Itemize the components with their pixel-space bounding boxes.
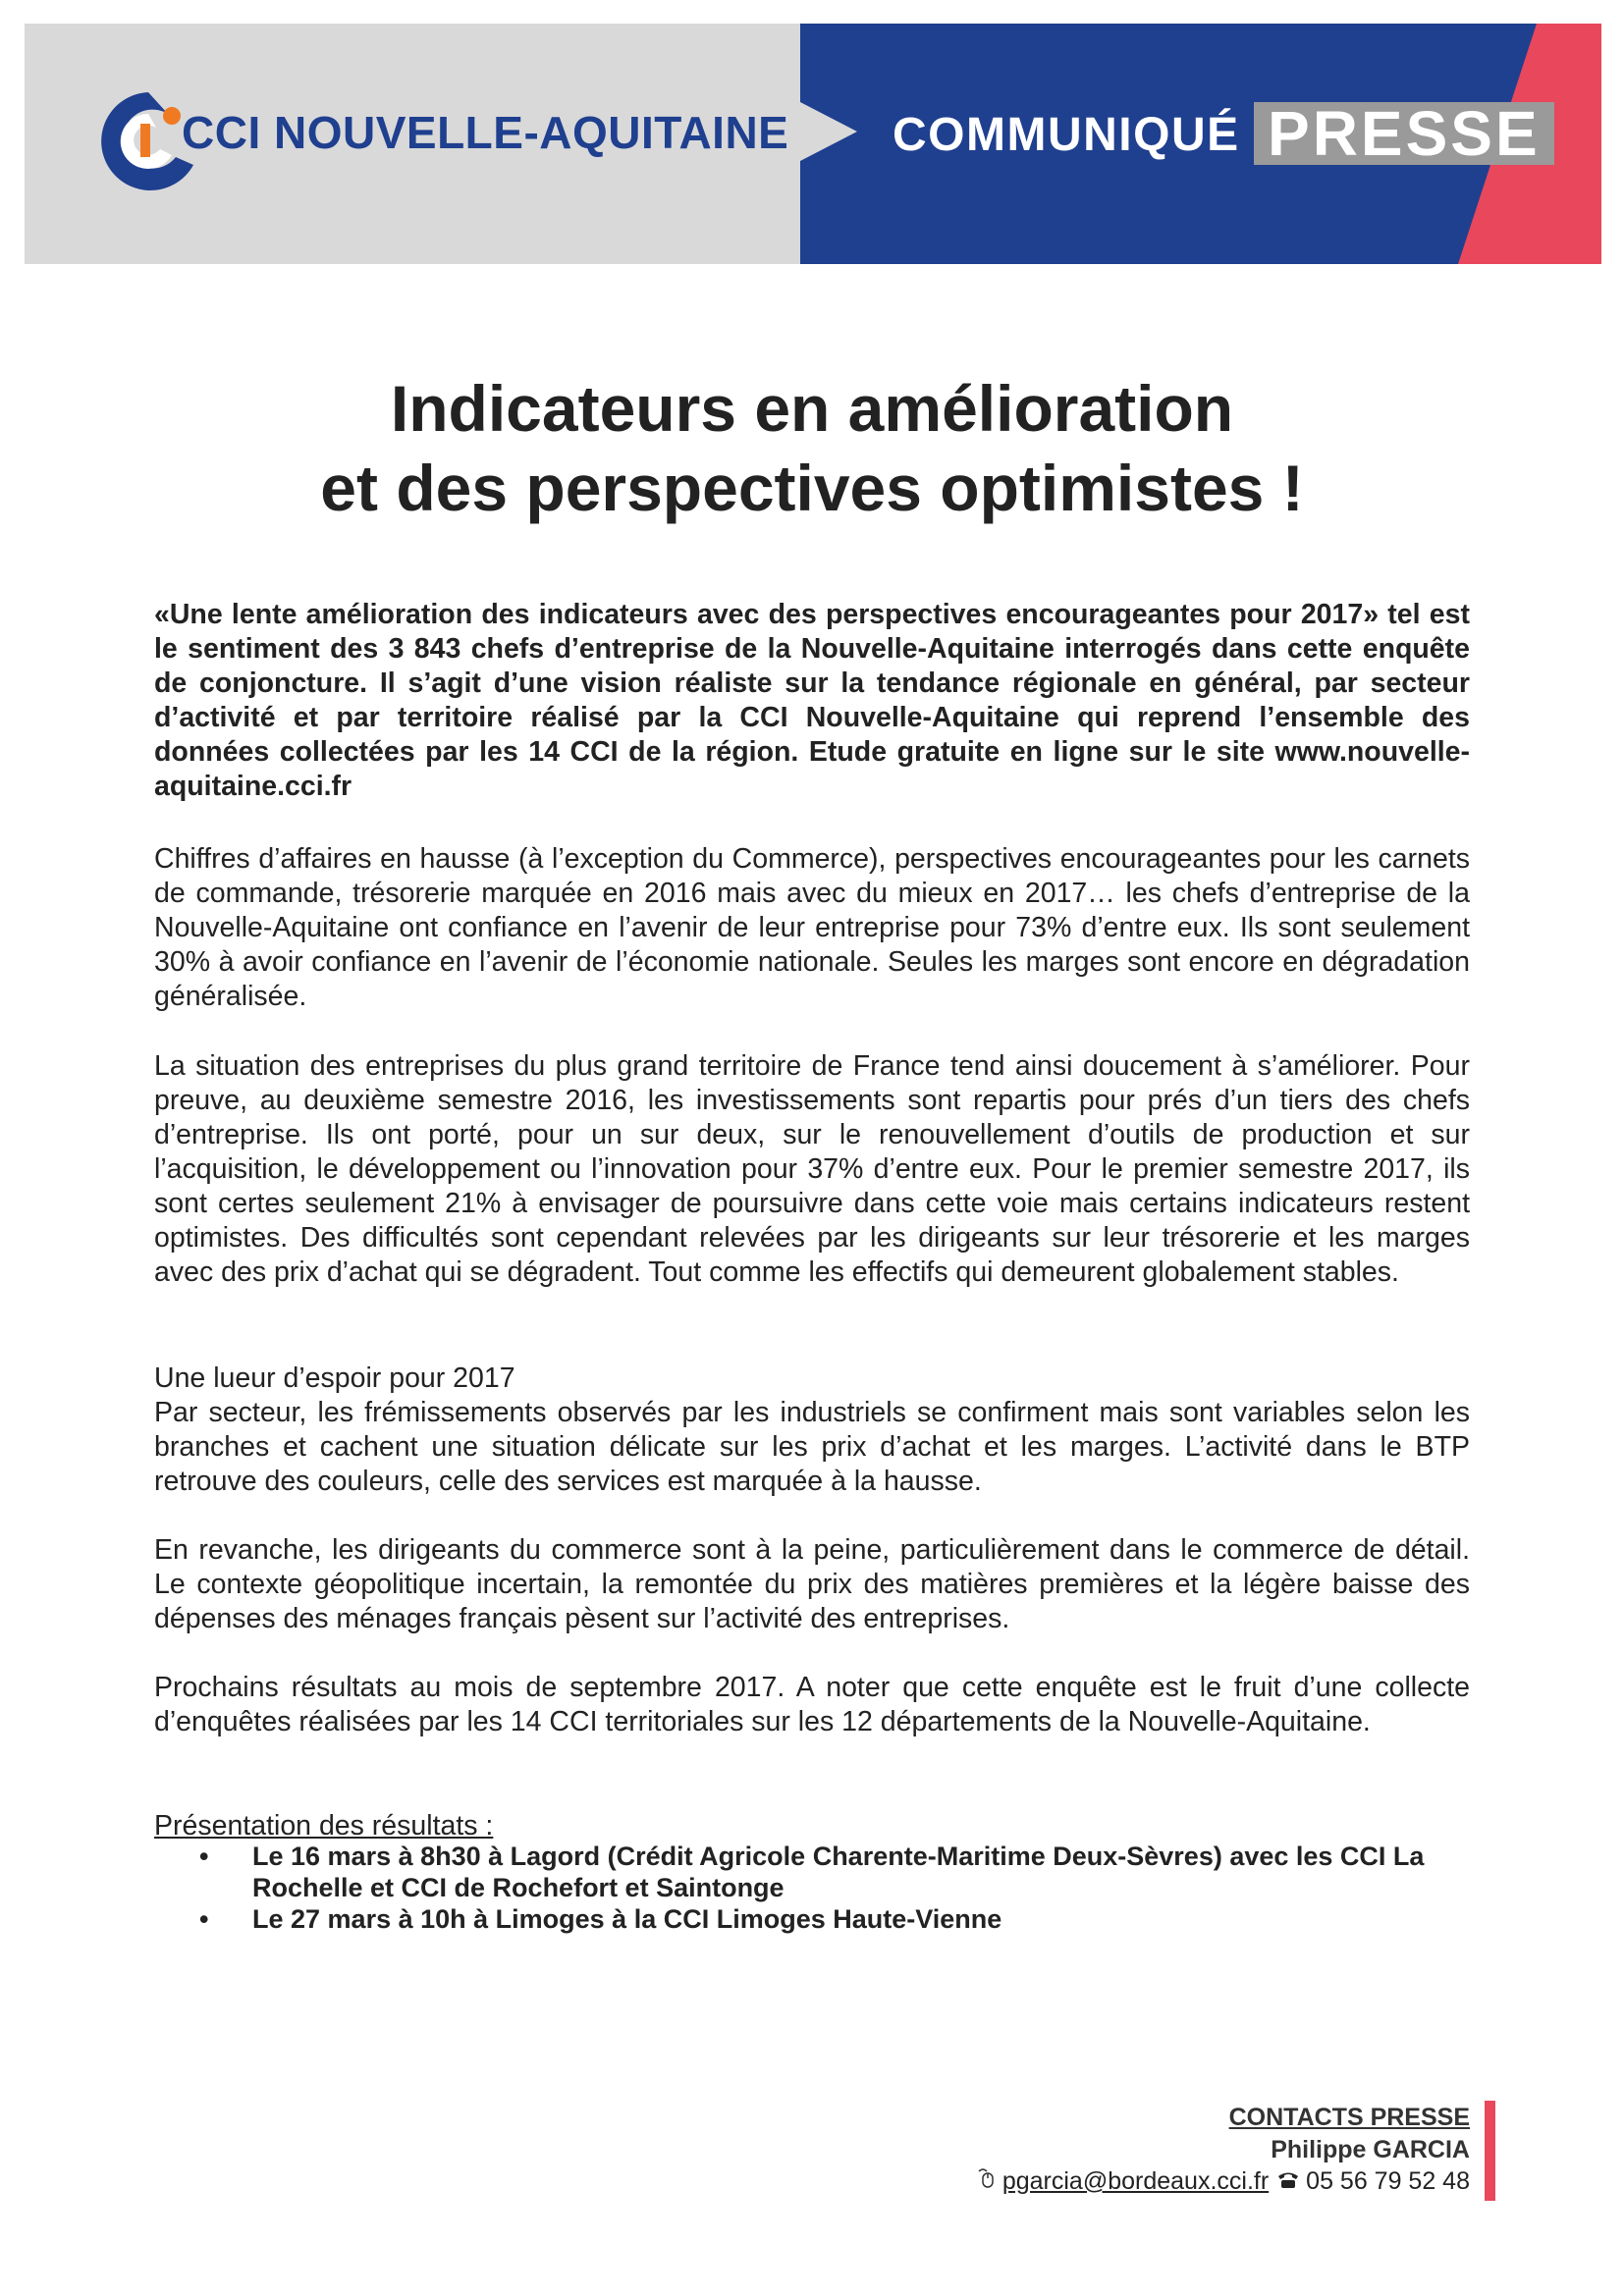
mouse-icon bbox=[977, 2167, 997, 2189]
lead-paragraph: «Une lente amélioration des indicateurs avec des perspectives encourageantes pour 2017» tel est le sentiment des 3 843 chefs d’entreprise de la Nouvelle-Aquitaine interrogés dans cette enquête de conjoncture. Il s’agit d’une vision réaliste sur la tendance régionale en général, par secteur d’activité et par territoire réalisé par la CCI Nouvelle-Aquitaine qui reprend l’ensemble des données collectées par les 14 CCI de la région. Etude gratuite en ligne sur le site www.nouvelle-aquitaine.cci.fr bbox=[154, 599, 1470, 802]
list-item-text: Le 27 mars à 10h à Limoges à la CCI Limoges Haute-Vienne bbox=[252, 1904, 1002, 1934]
communique-label: COMMUNIQUÉ bbox=[893, 109, 1240, 161]
list-item-text: Le 16 mars à 8h30 à Lagord (Crédit Agricole Charente-Maritime Deux-Sèvres) avec les CCI La Rochelle et CCI de Rochefort et Saintonge bbox=[252, 1842, 1425, 1902]
title-line-2: et des perspectives optimistes ! bbox=[320, 452, 1304, 524]
results-heading: Présentation des résultats : bbox=[154, 1810, 494, 1842]
contact-phone: 05 56 79 52 48 bbox=[1306, 2167, 1470, 2195]
contact-line bbox=[969, 2167, 1470, 2196]
bullet-icon: • bbox=[199, 1842, 209, 1871]
results-list bbox=[154, 1841, 1470, 1935]
presse-label: PRESSE bbox=[1254, 102, 1554, 165]
contacts-heading: CONTACTS PRESSE bbox=[1228, 2104, 1470, 2131]
paragraph-4: En revanche, les dirigeants du commerce sont à la peine, particulièrement dans le commerce de détail. Le contexte géopolitique incertain, la remontée du prix des matières premières et la légère baisse des dépenses des ménages français pèsent sur l’activité des entreprises. bbox=[154, 1534, 1470, 1634]
paragraph-1: Chiffres d’affaires en hausse (à l’exception du Commerce), perspectives encourageantes pour les carnets de commande, trésorerie marquée en 2016 mais avec du mieux en 2017… les chefs d’entreprise de la Nouvelle-Aquitaine ont confiance en l’avenir de leur entreprise pour 73% d’entre eux. Ils sont seulement 30% à avoir confiance en l’avenir de l’économie nationale. Seules les marges sont encore en dégradation généralisée. bbox=[154, 843, 1470, 1012]
contact-email-link[interactable]: pgarcia@bordeaux.cci.fr bbox=[1001, 2167, 1270, 2195]
section-subheading: Une lueur d’espoir pour 2017 bbox=[154, 1362, 515, 1394]
organization-name: CCI NOUVELLE-AQUITAINE bbox=[182, 107, 789, 158]
paragraph-2: La situation des entreprises du plus grand territoire de France tend ainsi doucement à s’améliorer. Pour preuve, au deuxième semestre 2016, les investissements sont repartis pour prés d’un tiers des chefs d’entreprise. Ils ont porté, pour un sur deux, sur le renouvellement d’outils de production et sur l’acquisition, le développement ou l’innovation pour 37% d’entre eux. Pour le premier semestre 2017, ils sont certes seulement 21% à envisager de poursuivre dans cette voie mais certains indicateurs restent optimistes. Des difficultés sont cependant relevées par les dirigeants sur leur trésorerie et les marges avec des prix d’achat qui se dégradent. Tout comme les effectifs qui demeurent globalement stables. bbox=[154, 1050, 1470, 1288]
title-line-1: Indicateurs en amélioration bbox=[390, 372, 1234, 445]
telephone-icon bbox=[1276, 2169, 1300, 2189]
contact-name: Philippe GARCIA bbox=[1271, 2136, 1470, 2163]
header-banner bbox=[25, 24, 1601, 264]
page-title bbox=[0, 369, 1624, 528]
list-item bbox=[154, 1841, 1470, 1903]
list-item bbox=[154, 1903, 1470, 1935]
contact-accent-bar bbox=[1485, 2101, 1495, 2201]
paragraph-3: Par secteur, les frémissements observés par les industriels se confirment mais sont variables selon les branches et cachent une situation délicate sur les prix d’achat et les marges. L’activité dans le BTP retrouve des couleurs, celle des services est marquée à la hausse. bbox=[154, 1397, 1470, 1497]
paragraph-5: Prochains résultats au mois de septembre 2017. A noter que cette enquête est le fruit d’une collecte d’enquêtes réalisées par les 14 CCI territoriales sur les 12 départements de la Nouvelle-Aquitaine. bbox=[154, 1672, 1470, 1737]
bullet-icon: • bbox=[199, 1904, 209, 1934]
